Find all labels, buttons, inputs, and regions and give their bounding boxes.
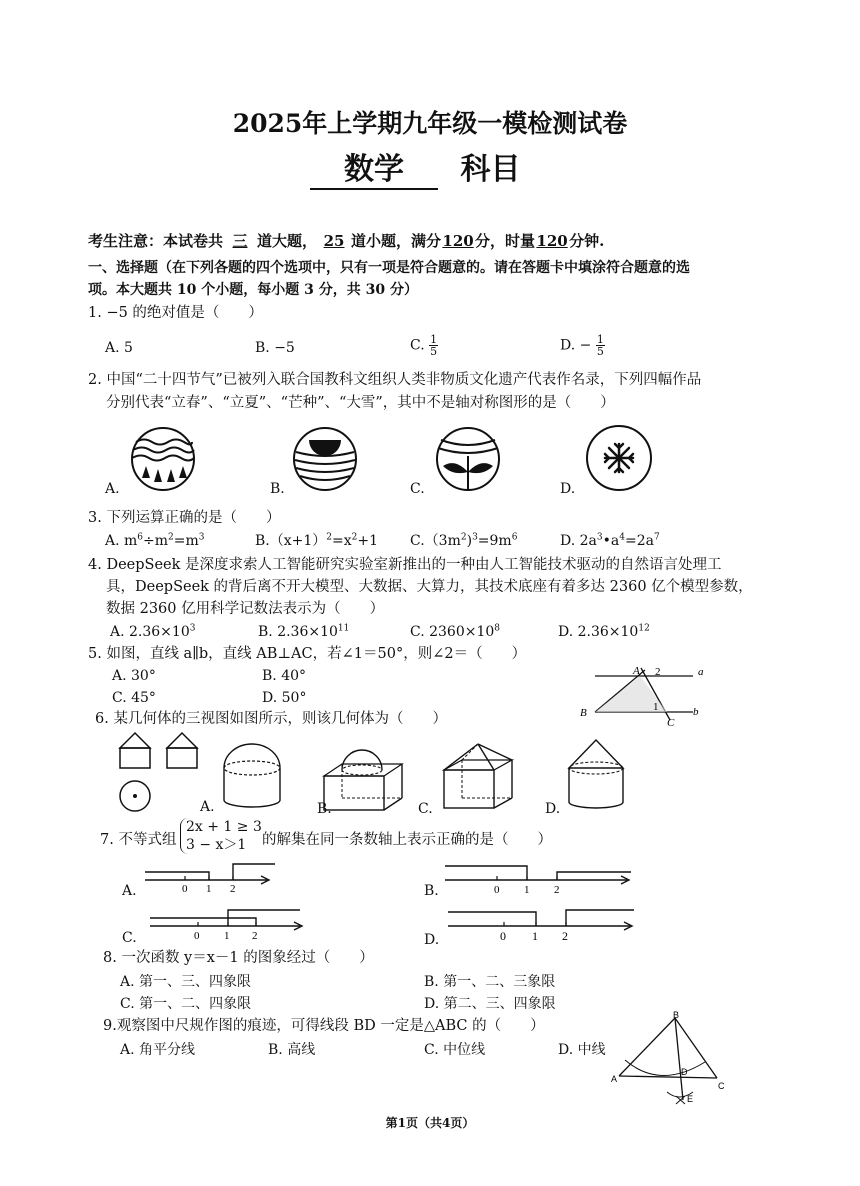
q8-option-d: D. 第二、三、四象限 (424, 996, 556, 1012)
q2-option-a: A. (105, 481, 120, 497)
q1-option-c (410, 334, 438, 357)
q5-label-A: A (633, 665, 640, 677)
q4-option-c: C. $2360\times 10^8$ (410, 623, 501, 640)
q2-figure-d (585, 424, 653, 492)
q3-option-c: $C.(3m^2)^3=9m^6$ (410, 532, 518, 549)
q1-stem: 1. −5 的绝对值是（ ） (88, 305, 263, 321)
notice-minutes: 120 (536, 232, 568, 250)
q7-post: 的解集在同一条数轴上表示正确的是（ ） (262, 832, 552, 848)
notice (88, 230, 604, 251)
notice-t2: 道小题，满分 (351, 232, 442, 250)
q8-option-c: C. 第一、二、四象限 (120, 996, 252, 1012)
q1-option-b: B. −5 (255, 340, 295, 356)
q7-pre: 7. 不等式组 (100, 832, 177, 848)
q1-c-fraction: $\frac{1}{5}$ (430, 333, 438, 358)
q6-option-d: D. (545, 801, 561, 817)
notice-score: 120 (442, 232, 474, 250)
q7c-tick-1: 1 (224, 930, 230, 942)
subject-name: 数学 (310, 144, 438, 190)
q9-label-D: D (681, 1067, 688, 1077)
q6-option-a-solid (220, 742, 285, 812)
q4-option-a: A. $2.36\times 10^3$ (110, 623, 196, 640)
q6-stem: 6. 某几何体的三视图如图所示，则该几何体为（ ） (95, 711, 447, 727)
notice-questions: 25 (323, 232, 345, 250)
q7c-tick-2: 2 (252, 930, 258, 942)
q3-option-d: D. $2a^3•a^4=2a^7$ (560, 532, 660, 549)
q2-figure-a (130, 426, 196, 492)
q5-label-b: b (693, 706, 699, 718)
q4-line2: 具，DeepSeek 的背后离不开大模型、大数据、大算力，其技术底座有着多达 2360 亿个模型参数， (106, 579, 753, 595)
q7a-tick-1: 1 (206, 883, 212, 895)
q2-line2: 分别代表“立春”、“立夏”、“芒种”、“大雪”，其中不是轴对称图形的是（ ） (106, 395, 615, 411)
q6-three-views (115, 730, 205, 815)
q7b-tick-1: 1 (524, 884, 530, 896)
q7-numberline-b (445, 858, 635, 898)
q9-option-b: B. 高线 (268, 1042, 316, 1058)
q5-figure (575, 662, 715, 732)
q9-label-C: C (718, 1081, 725, 1091)
q2-option-b: B. (270, 481, 285, 497)
q8-option-b: B. 第一、二、三象限 (424, 974, 556, 990)
q5-label-2: 2 (655, 666, 661, 678)
q7d-tick-2: 2 (562, 929, 568, 943)
q7-numberline-c (150, 904, 310, 944)
q7-numberline-d (448, 902, 638, 944)
q7a-tick-0: 0 (182, 883, 188, 895)
q7c-tick-0: 0 (194, 930, 200, 942)
q7-option-b: B. (424, 883, 439, 899)
section1-line1: 一、选择题（在下列各题的四个选项中，只有一项是符合题意的。请在答题卡中填涂符合题意的选 (88, 260, 690, 276)
q7-option-c: C. (122, 930, 137, 946)
q4-line1: 4. DeepSeek 是深度求索人工智能研究实验室新推出的一种由人工智能技术驱动的自然语言处理工 (88, 557, 722, 573)
exam-title: 2025年上学期九年级一模检测试卷 (232, 109, 628, 138)
q9-figure (605, 1010, 745, 1110)
q5-stem: 5. 如图，直线 a∥b，直线 AB⊥AC，若∠1＝50°，则∠2＝（ ） (88, 646, 527, 662)
notice-prefix: 考生注意：本试卷共 (88, 232, 224, 250)
q1-d-label: D. − (560, 337, 592, 354)
q4-line3: 数据 2360 亿用科学记数法表示为（ ） (106, 601, 385, 617)
q6-option-c: C. (418, 801, 433, 817)
q6-option-d-solid (565, 738, 627, 814)
q5-label-B: B (580, 707, 587, 719)
q9-option-a: A. 角平分线 (120, 1042, 196, 1058)
q2-figure-b (292, 426, 358, 492)
q5-option-a: A. 30° (112, 668, 156, 684)
q7a-tick-2: 2 (230, 883, 236, 895)
q6-option-b: B. (317, 801, 332, 817)
q5-label-a: a (698, 666, 704, 678)
notice-t4: 分钟. (569, 232, 605, 250)
q9-label-B: B (673, 1010, 680, 1020)
section1-line2: 项。本大题共 10 个小题，每小题 3 分，共 30 分） (88, 282, 418, 298)
q1-d-fraction: $\frac{1}{5}$ (596, 333, 604, 358)
q7-system (180, 818, 262, 854)
q7-ineq1: 2x + 1 ≥ 3 (186, 819, 262, 835)
notice-sections: 三 (232, 232, 248, 250)
q7d-tick-1: 1 (532, 929, 538, 943)
q1-option-d (560, 334, 605, 357)
q7b-tick-2: 2 (554, 884, 560, 896)
q2-option-d: D. (560, 481, 576, 497)
q7-option-d: D. (424, 932, 440, 948)
q2-line1: 2. 中国“二十四节气”已被列入联合国教科文组织人类非物质文化遗产代表作名录，下列四幅作品 (88, 372, 702, 388)
subject-line (310, 144, 520, 190)
q5-option-c: C. 45° (112, 690, 156, 706)
notice-t1: 道大题， (257, 232, 318, 250)
q3-option-b: $B.(x+1)^2=x^2+1$ (255, 532, 379, 549)
notice-t3: 分，时量 (475, 232, 536, 250)
q5-option-b: B. 40° (262, 668, 307, 684)
q7b-tick-0: 0 (494, 884, 500, 896)
q9-stem: 9.观察图中尺规作图的痕迹，可得线段 BD 一定是△ABC 的（ ） (103, 1018, 545, 1034)
q7-ineq2: 3 − x＞1 (186, 837, 247, 853)
q6-option-b-solid (320, 742, 415, 817)
q9-label-A: A (611, 1074, 618, 1084)
q1-c-label: C. (410, 337, 425, 354)
subject-suffix: 科目 (460, 152, 521, 187)
q9-label-E: E (687, 1094, 694, 1104)
q5-option-d: D. 50° (262, 690, 307, 706)
q6-option-a: A. (200, 799, 215, 815)
page-footer: 第1页（共4页） (385, 1116, 475, 1130)
q7-numberline-a (145, 858, 275, 898)
q2-option-c: C. (410, 481, 425, 497)
q8-stem: 8. 一次函数 y＝x－1 的图象经过（ ） (103, 950, 374, 966)
q4-option-b: B. $2.36\times 10^{11}$ (258, 623, 350, 640)
q9-option-d: D. 中线 (558, 1042, 606, 1058)
q4-option-d: D. $2.36\times 10^{12}$ (558, 623, 650, 640)
q5-label-1: 1 (653, 701, 659, 713)
q6-option-c-solid (440, 742, 520, 814)
q7d-tick-0: 0 (500, 929, 506, 943)
q5-label-C: C (667, 717, 675, 729)
q2-figure-c (435, 426, 501, 492)
q8-option-a: A. 第一、三、四象限 (120, 974, 252, 990)
q3-option-a: A. $m^6\div m^2=m^3$ (105, 532, 205, 549)
q1-option-a: A. 5 (105, 340, 133, 356)
q7-option-a: A. (122, 883, 137, 899)
q3-stem: 3. 下列运算正确的是（ ） (88, 510, 281, 526)
q9-option-c: C. 中位线 (424, 1042, 486, 1058)
